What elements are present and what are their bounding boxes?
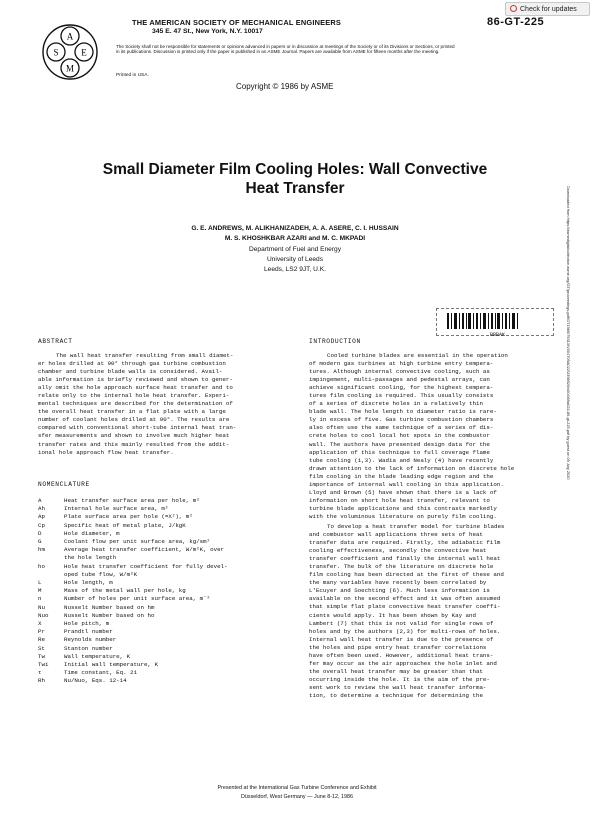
nomenclature-symbol: M <box>38 587 42 595</box>
barcode-label: BBBAK <box>490 332 506 338</box>
university: University of Leeds <box>266 256 324 263</box>
nomenclature-symbol: Re <box>38 636 45 644</box>
nomenclature-symbol: hm <box>38 546 45 554</box>
abstract-heading: ABSTRACT <box>38 338 73 345</box>
society-address: 345 E. 47 St., New York, N.Y. 10017 <box>152 28 263 35</box>
download-note: Downloaded from https://asmedigitalcollection.asme.org/GT/proceedings-pdf/GT1986/79313/V004T09A022/2396920/v004t09a022-86-gt-225.pdf by guest on 09 July 2020 <box>566 186 571 480</box>
abstract-line: sfer measurements and shown to involve much higher heat <box>38 432 230 440</box>
authors-line: M. S. KHOSHKBAR AZARI and M. C. MKPADI <box>224 235 366 242</box>
nomenclature-definition: Reynolds number <box>64 636 117 644</box>
introduction-line: achieve significant cooling, for the highest tempera- <box>309 384 494 392</box>
nomenclature-item <box>38 620 288 628</box>
introduction-line: transfer data are required. Firstly, the adiabatic film <box>309 539 501 547</box>
introduction-line: tube cooling (1,3). Wadia and Nealy (4) have recently <box>309 456 494 464</box>
nomenclature-definition: Average heat transfer coefficient, W/m²K, over <box>64 546 225 554</box>
nomenclature-symbol: n <box>38 595 42 603</box>
nomenclature-symbol: A <box>38 497 42 504</box>
introduction-line: information on short hole heat transfer, relevant to <box>309 496 490 504</box>
nomenclature-symbol: Pr <box>38 628 45 636</box>
introduction-line: tures film cooling is required. This usually consists <box>309 392 494 400</box>
nomenclature-item <box>38 571 288 579</box>
introduction-line: film cooling has been directed at the first of these and <box>309 571 504 579</box>
nomenclature-item <box>38 645 288 653</box>
introduction-line: transfer. The bulk of the literature on discrete hole <box>309 563 494 571</box>
paper-title <box>80 160 510 198</box>
nomenclature-symbol: L <box>38 579 42 587</box>
nomenclature-symbol: St <box>38 644 45 652</box>
footer-presented: Presented at the International Gas Turbine Conference and Exhibit <box>217 785 377 791</box>
crossmark-icon <box>510 5 517 12</box>
nomenclature-symbol <box>38 571 64 579</box>
nomenclature-definition: Number of holes per unit surface area, m⁻² <box>64 595 211 603</box>
footer-venue: Düsseldorf, West Germany — June 8-12, 1986 <box>241 794 353 800</box>
nomenclature-symbol: G <box>38 538 42 546</box>
nomenclature-definition: Hole diameter, m <box>64 529 120 537</box>
introduction-line: that simple flat plate convective heat transfer coeffi- <box>309 603 501 611</box>
introduction-line: tion, to determine a technique for determining the <box>309 691 483 699</box>
nomenclature-item <box>38 628 288 636</box>
nomenclature-definition: the hole length <box>64 554 117 562</box>
nomenclature-item <box>38 563 288 571</box>
nomenclature-definition: Plate surface area per hole (=X²), m² <box>64 513 193 521</box>
introduction-line: the holes and pipe entry heat transfer correlations <box>309 643 487 651</box>
abstract-line: The wall heat transfer resulting from small diamet- <box>56 352 234 359</box>
abstract-line: chamber and turbine blade walls is considered. Avail- <box>38 368 223 376</box>
city: Leeds, LS2 9JT, U.K. <box>264 266 326 273</box>
nomenclature-item <box>38 595 288 603</box>
nomenclature-item <box>38 522 288 530</box>
abstract-line: relate only to the internal hole heat transfer. Experi- <box>38 392 230 400</box>
nomenclature-item <box>38 587 288 595</box>
introduction-line: available on the second effect and it was often assumed <box>309 595 501 603</box>
nomenclature-heading: NOMENCLATURE <box>38 481 90 488</box>
introduction-line: L'Ecuyer and Soechting (6). Much less information is <box>309 587 490 595</box>
introduction-line: occurring inside the hole. It is the aim of the pre- <box>309 675 490 683</box>
nomenclature-symbol: Ap <box>38 513 45 521</box>
introduction-line: Internal wall heat transfer is due to the presence of <box>309 635 494 643</box>
introduction-line: crete holes to cool local hot spots in the combustor <box>309 432 490 440</box>
asme-logo <box>40 22 100 82</box>
introduction-line: wall. The authors have presented design data for the <box>309 440 490 448</box>
introduction-line: have often been used. However, additional heat trans- <box>309 651 494 659</box>
introduction-line: tures. Although internal convective cooling, such as <box>309 368 490 376</box>
introduction-line: fer may occur as the air approaches the hole inlet and <box>309 659 497 667</box>
introduction-line: cooling effectiveness, secondly the convective heat <box>309 547 487 555</box>
check-for-updates-button[interactable] <box>505 2 590 16</box>
authors-line: G. E. ANDREWS, M. ALIKHANIZADEH, A. A. ASERE, C. I. HUSSAIN <box>191 225 399 232</box>
nomenclature-symbol: D <box>38 529 42 537</box>
nomenclature-item <box>38 546 288 554</box>
nomenclature-symbol: Nu <box>38 603 45 611</box>
introduction-line: Cooled turbine blades are essential in the operation <box>327 352 508 359</box>
title-line: Heat Transfer <box>245 180 345 197</box>
introduction-line: of a series of discrete holes in a relatively thin <box>309 400 483 408</box>
introduction-paragraph <box>309 352 557 521</box>
introduction-line: holes and by the authors (2,3) for multi-rows of holes. <box>309 627 501 635</box>
nomenclature-definition: Hole length, m <box>64 579 113 587</box>
introduction-line: turbine blade applications and this contrasts markedly <box>309 504 497 512</box>
paper-number: 86-GT-225 <box>487 16 545 28</box>
nomenclature-item <box>38 513 288 521</box>
abstract-line: compared with conventional short-tube internal heat tran- <box>38 424 237 432</box>
nomenclature-symbol: Twi <box>38 661 49 669</box>
introduction-line: drawn attention to the lack of information on discrete hole <box>309 464 515 472</box>
introduction-line: blade wall. The hole length to diameter ratio is rare- <box>309 408 497 416</box>
introduction-line: To develop a heat transfer model for turbine blades <box>327 522 505 530</box>
printed-in: Printed in USA. <box>116 73 149 78</box>
nomenclature-item <box>38 677 288 685</box>
nomenclature-item <box>38 653 288 661</box>
disclaimer-text: The Society shall not be responsible for statements or opinions advanced in papers or in discussion at meetings of the Society or of its Divisions or Sections, or printed in its publications. Discussion is printed only if the paper is published in an ASME Journal. Papers are available from ASME for fifteen months after the meeting. <box>116 44 455 55</box>
nomenclature-definition: Specific heat of metal plate, J/kgK <box>64 521 186 529</box>
nomenclature-definition: Initial wall temperature, K <box>64 661 158 669</box>
nomenclature-item <box>38 661 288 669</box>
nomenclature-item <box>38 604 288 612</box>
nomenclature-symbol: Cp <box>38 521 45 529</box>
introduction-line: ly in excess of five. Gas turbine combustion chambers <box>309 416 494 424</box>
abstract-line: er holes drilled at 90° through gas turbine combustion <box>38 360 226 368</box>
introduction-line: of modern gas turbines at high turbine entry tempera- <box>309 360 494 368</box>
introduction-line: application of this technique to full coverage flame <box>309 448 490 456</box>
nomenclature-definition: Internal hole surface area, m² <box>64 505 169 513</box>
introduction-line: Lloyd and Brown (5) have shown that there is a lack of <box>309 488 497 496</box>
svg-text:A: A <box>66 31 74 42</box>
nomenclature-item <box>38 612 288 620</box>
nomenclature-item <box>38 554 288 562</box>
svg-text:E: E <box>81 47 87 58</box>
nomenclature-definition: oped tube flow, W/m²K <box>64 570 138 578</box>
introduction-line: transfer coefficient and finally the internal wall heat <box>309 555 501 563</box>
introduction-line: importance of internal wall cooling in this application. <box>309 480 504 488</box>
nomenclature-definition: Nusselt Number based on ho <box>64 611 155 619</box>
check-updates-label: Check for updates <box>520 6 577 13</box>
introduction-line: cients would apply. It has been shown by Kay and <box>309 611 476 619</box>
svg-text:S: S <box>53 47 59 58</box>
abstract-line: number of coolant holes drilled at 90°. The results are <box>38 416 230 424</box>
nomenclature-symbol: Ah <box>38 505 45 513</box>
abstract-line: ally omit the hole approach surface heat transfer and to <box>38 384 233 392</box>
nomenclature-symbol: ho <box>38 562 45 570</box>
introduction-line: film cooling in the blade leading edge region and the <box>309 472 494 480</box>
nomenclature-symbol: Tw <box>38 652 45 660</box>
nomenclature-definition: Mass of the metal wall per hole, kg <box>64 587 186 595</box>
introduction-line: sent work to review the wall heat transfer informa- <box>309 683 487 691</box>
title-line: Small Diameter Film Cooling Holes: Wall Convective <box>102 161 488 178</box>
nomenclature-symbol: X <box>38 620 42 628</box>
svg-text:M: M <box>65 63 75 74</box>
abstract-line: able information is briefly reviewed and shown to gener- <box>38 376 233 384</box>
introduction-line: impingement, multi-passages and pedestal arrays, can <box>309 376 490 384</box>
nomenclature-item <box>38 636 288 644</box>
abstract-line: mental techniques are described for the determination of <box>38 400 233 408</box>
introduction-line: and combustor wall applications three sets of heat <box>309 531 483 539</box>
nomenclature-definition: Nu/Nuo, Eqs. 12-14 <box>64 677 127 685</box>
nomenclature-definition: Time constant, Eq. 21 <box>64 669 138 677</box>
abstract-body <box>38 352 280 457</box>
nomenclature-definition: Coolant flow per unit surface area, kg/sm² <box>64 538 211 546</box>
department: Department of Fuel and Energy <box>249 246 341 253</box>
nomenclature-definition: Hole heat transfer coefficient for fully devel- <box>64 562 228 570</box>
introduction-heading: INTRODUCTION <box>309 338 361 345</box>
introduction-line: with the voluminous literature on purely film cooling. <box>309 512 497 520</box>
nomenclature-symbol: Nuo <box>38 611 49 619</box>
nomenclature-definition: Hole pitch, m <box>64 620 110 628</box>
society-name: THE AMERICAN SOCIETY OF MECHANICAL ENGINEERS <box>132 18 342 27</box>
introduction-line: also often use the same technique of a series of dis- <box>309 424 494 432</box>
nomenclature-item <box>38 669 288 677</box>
nomenclature-symbol: Rh <box>38 677 45 685</box>
nomenclature-definition: Wall temperature, K <box>64 652 131 660</box>
abstract-line: ional hole approach flow heat transfer. <box>38 448 174 456</box>
nomenclature-list <box>38 497 288 686</box>
introduction-line: Lambert (7) that this is not valid for single rows of <box>309 619 494 627</box>
abstract-line: transfer rates and this mainly resulted from the addit- <box>38 440 230 448</box>
nomenclature-definition: Prandtl number <box>64 628 113 636</box>
nomenclature-symbol: τ <box>38 669 42 677</box>
introduction-paragraph <box>309 523 557 700</box>
nomenclature-symbol <box>38 554 64 562</box>
nomenclature-item <box>38 505 288 513</box>
nomenclature-definition: Stanton number <box>64 644 113 652</box>
introduction-line: the many variables have recently been correlated by <box>309 579 487 587</box>
copyright: Copyright © 1986 by ASME <box>236 82 334 91</box>
abstract-line: the overall heat transfer in a flat plate with a large <box>38 408 226 416</box>
nomenclature-item <box>38 579 288 587</box>
introduction-body <box>309 352 557 702</box>
introduction-line: the overall heat transfer may be greater than that <box>309 667 483 675</box>
nomenclature-definition: Heat transfer surface area per hole, m² <box>64 497 200 504</box>
nomenclature-definition: Nusselt Number based on hm <box>64 603 155 611</box>
nomenclature-item <box>38 497 288 505</box>
nomenclature-item <box>38 538 288 546</box>
nomenclature-item <box>38 530 288 538</box>
